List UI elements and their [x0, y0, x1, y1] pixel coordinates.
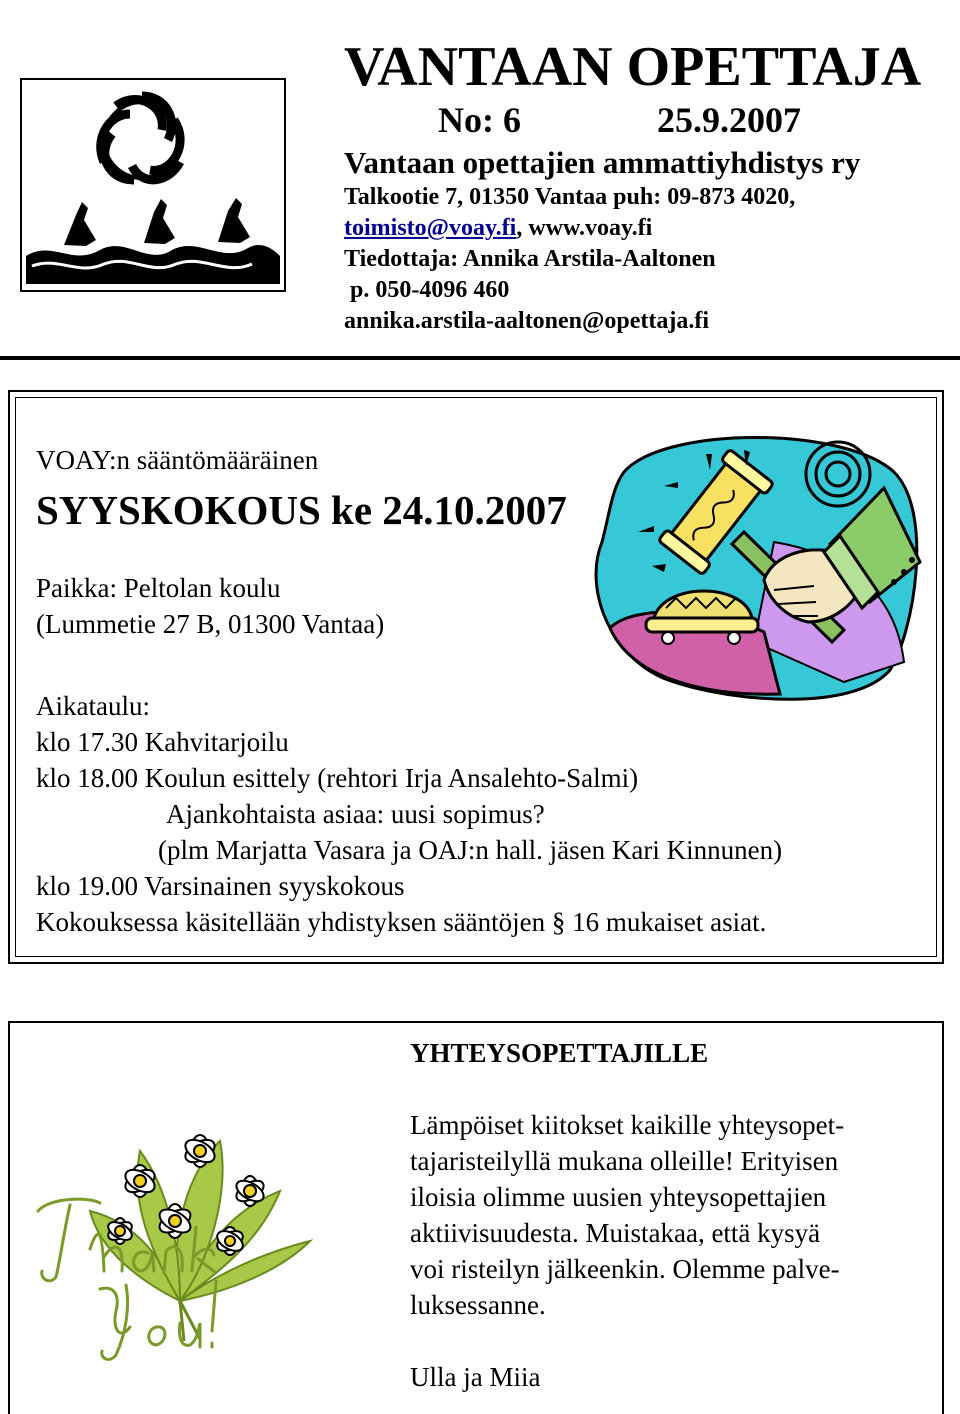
thanks-body	[410, 1107, 930, 1323]
thanks-heading: YHTEYSOPETTAJILLE	[410, 1038, 709, 1068]
body-line: voi risteilyn jälkeenkin. Olemme palve-	[410, 1254, 840, 1284]
schedule-note: Kokouksessa käsitellään yhdistyksen sääntöjen § 16 mukaiset asiat.	[36, 907, 767, 937]
place-line: (Lummetie 27 B, 01300 Vantaa)	[36, 609, 385, 639]
body-line: Lämpöiset kiitokset kaikille yhteysopet-	[410, 1110, 845, 1140]
newsletter-title: VANTAAN OPETTAJA	[344, 36, 922, 98]
address-line: Talkootie 7, 01350 Vantaa puh: 09-873 4020,	[344, 184, 796, 210]
thanks-content	[410, 1035, 930, 1395]
schedule-item: klo 18.00 Koulun esittely (rehtori Irja Ansalehto-Salmi)	[36, 763, 639, 793]
voay-logo-graphic	[22, 80, 284, 290]
thank-you-bouquet-illustration	[30, 1071, 330, 1371]
meeting-title: SYYSKOKOUS ke 24.10.2007	[36, 487, 567, 533]
meeting-announcement	[8, 390, 944, 964]
body-line: luksessanne.	[410, 1290, 546, 1320]
body-line: aktiivisuudesta. Muistakaa, että kysyä	[410, 1218, 821, 1248]
schedule-item: klo 19.00 Varsinainen syyskokous	[36, 871, 405, 901]
meeting-schedule	[36, 688, 782, 940]
organization-logo	[20, 78, 286, 292]
issue-date: 25.9.2007	[657, 100, 801, 140]
body-line: iloisia olimme uusien yhteysopettajien	[410, 1182, 827, 1212]
schedule-item: klo 17.30 Kahvitarjoilu	[36, 727, 289, 757]
contact-line	[344, 213, 954, 244]
header-divider	[0, 356, 960, 360]
meeting-subtitle: VOAY:n sääntömääräinen	[36, 445, 319, 475]
gavel-illustration	[594, 432, 926, 702]
organization-name: Vantaan opettajien ammattiyhdistys ry	[344, 145, 861, 180]
issue-number: No: 6	[438, 100, 521, 140]
website-text: , www.voay.fi	[516, 215, 653, 241]
editor-phone: p. 050-4096 460	[350, 277, 510, 303]
editor-line: Tiedottaja: Annika Arstila-Aaltonen	[344, 246, 716, 272]
schedule-label: Aikataulu:	[36, 691, 150, 721]
email-link[interactable]: toimisto@voay.fi	[344, 215, 517, 241]
place-line: Paikka: Peltolan koulu	[36, 573, 281, 603]
schedule-item: (plm Marjatta Vasara ja OAJ:n hall. jäsen Kari Kinnunen)	[158, 835, 783, 865]
schedule-item: Ajankohtaista asiaa: uusi sopimus?	[166, 799, 545, 829]
masthead	[344, 36, 954, 337]
issue-line	[438, 100, 954, 140]
editor-email: annika.arstila-aaltonen@opettaja.fi	[344, 308, 709, 334]
body-line: tajaristeilyllä mukana olleille! Erityisen	[410, 1146, 839, 1176]
thanks-signoff: Ulla ja Miia	[410, 1362, 541, 1392]
thanks-section	[8, 1021, 944, 1414]
